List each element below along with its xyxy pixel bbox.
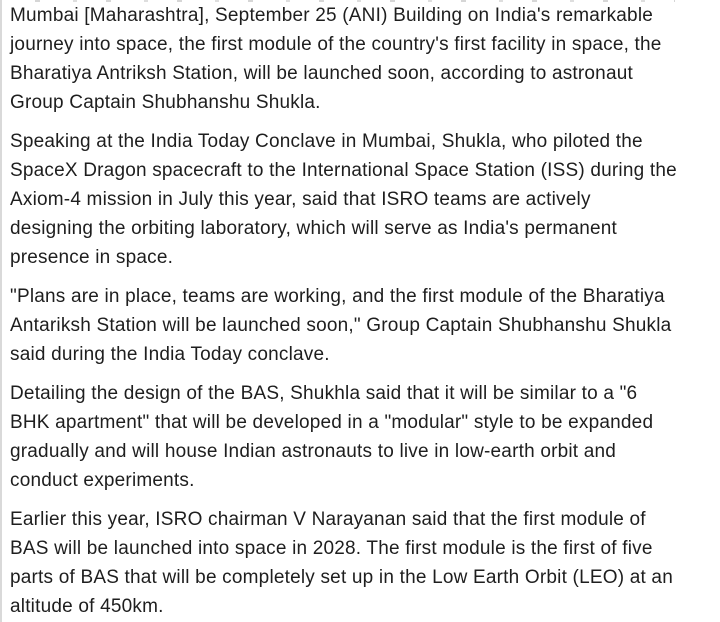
left-edge-line — [0, 0, 2, 622]
text-line: Speaking at the India Today Conclave in Mumbai, Shukla, who piloted the — [10, 131, 643, 152]
text-line: Detailing the design of the BAS, Shukhla said that it will be similar to a "6 — [10, 383, 638, 404]
text-line: Mumbai [Maharashtra], September 25 (ANI) Building on India's remarkable — [10, 5, 654, 26]
text-line: Earlier this year, ISRO chairman V Narayanan said that the first module of — [10, 509, 646, 530]
text-line: SpaceX Dragon spacecraft to the International Space Station (ISS) during the — [10, 160, 677, 181]
paragraph — [10, 282, 710, 369]
paragraph — [10, 127, 710, 272]
text-line: Axiom-4 mission in July this year, said that ISRO teams are actively — [10, 189, 591, 210]
text-line: said during the India Today conclave. — [10, 344, 330, 365]
text-line: "Plans are in place, teams are working, and the first module of the Bharatiya — [10, 286, 665, 307]
text-line: journey into space, the first module of the country's first facility in space, the — [10, 34, 662, 55]
text-line: altitude of 450km. — [10, 596, 164, 617]
text-line: gradually and will house Indian astronauts to live in low-earth orbit and — [10, 441, 617, 462]
text-line: designing the orbiting laboratory, which will serve as India's permanent — [10, 218, 617, 239]
text-line: BHK apartment" that will be developed in a "modular" style to be expanded — [10, 412, 654, 433]
paragraph — [10, 1, 710, 117]
text-line: presence in space. — [10, 247, 174, 268]
paragraph — [10, 379, 710, 495]
paragraph — [10, 505, 710, 621]
text-line: conduct experiments. — [10, 470, 195, 491]
article-body — [10, 0, 710, 621]
text-line: parts of BAS that will be completely set up in the Low Earth Orbit (LEO) at an — [10, 567, 673, 588]
text-line: BAS will be launched into space in 2028. The first module is the first of five — [10, 538, 653, 559]
text-line: Bharatiya Antriksh Station, will be launched soon, according to astronaut — [10, 63, 633, 84]
text-line: Antariksh Station will be launched soon," Group Captain Shubhanshu Shukla — [10, 315, 672, 336]
text-line: Group Captain Shubhanshu Shukla. — [10, 92, 321, 113]
